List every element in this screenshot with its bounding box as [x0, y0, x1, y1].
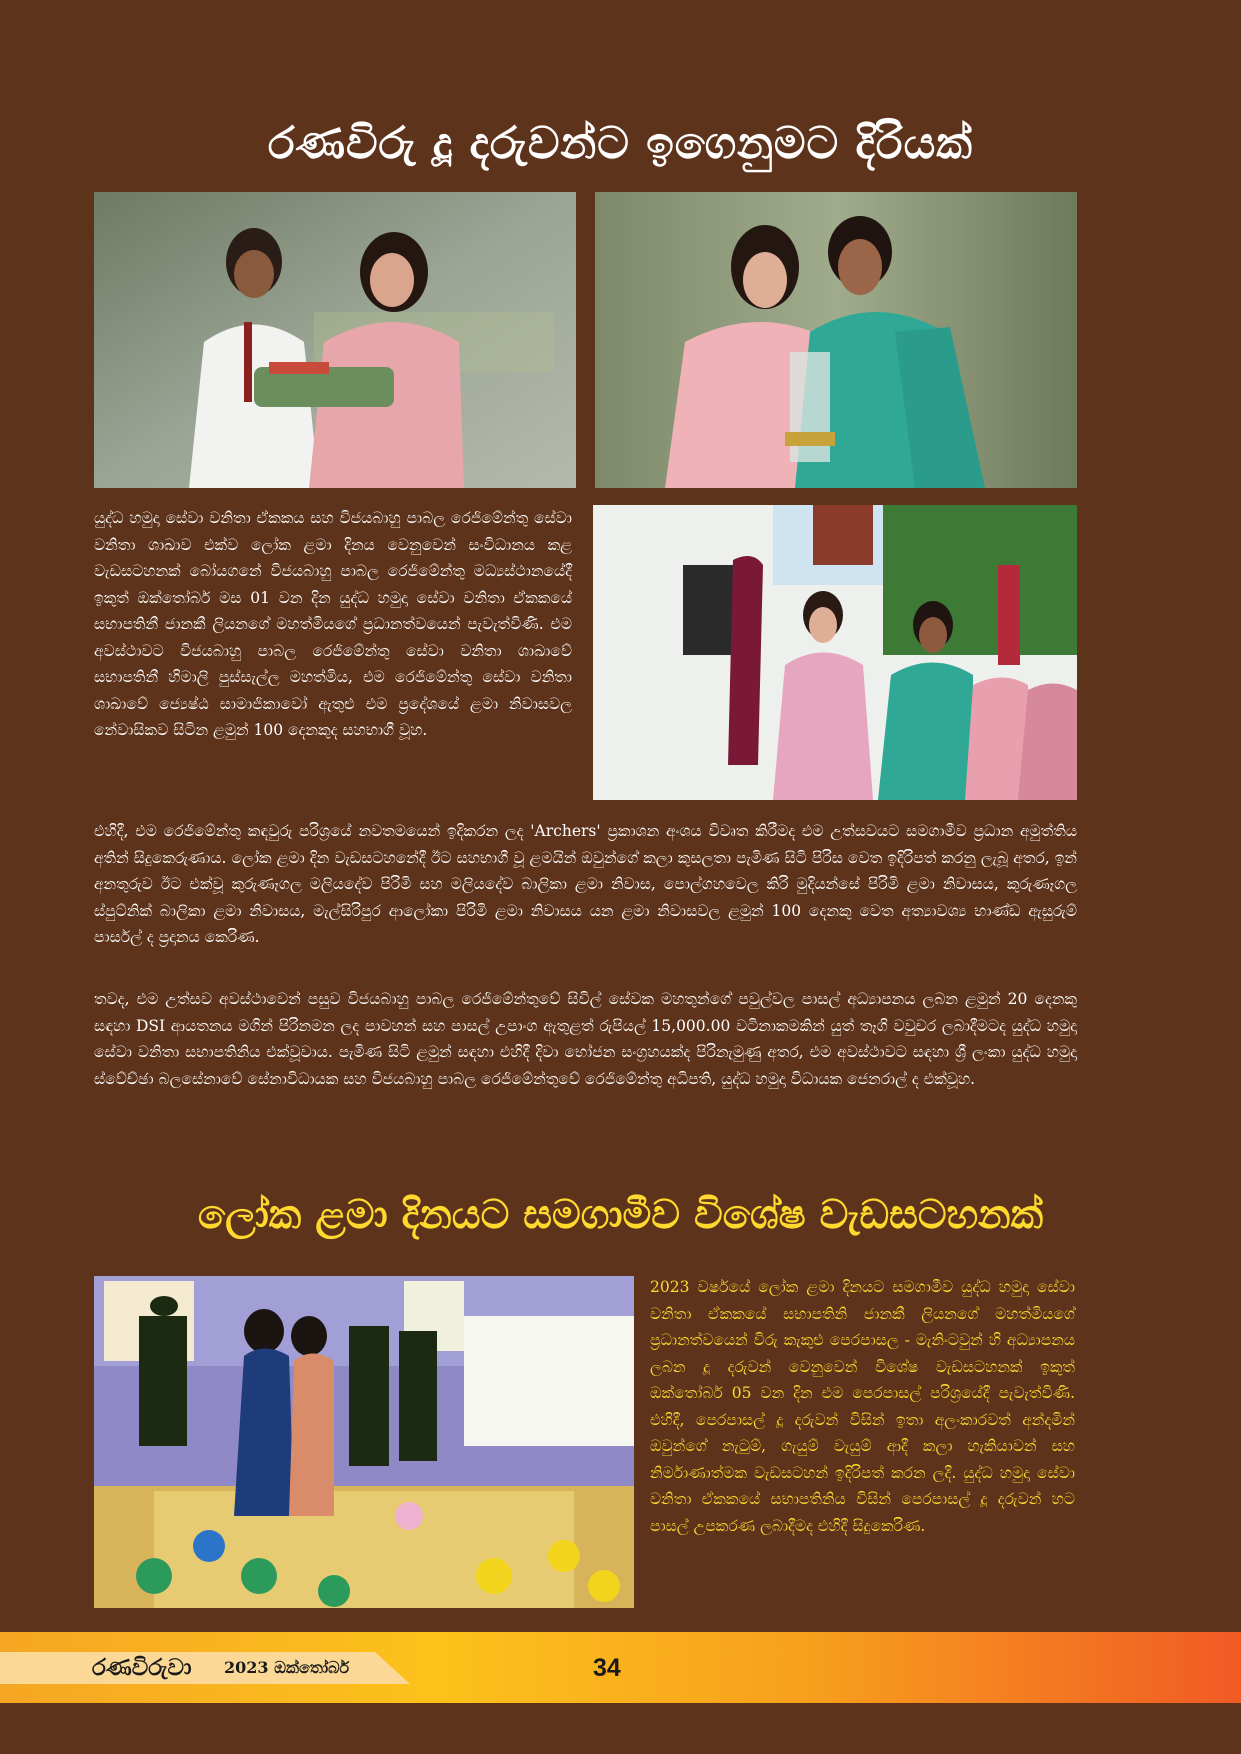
issue-date: 2023 ඔක්තෝබර් [224, 1658, 350, 1677]
article-title-1: රණවිරු දූ දරුවන්ට ඉගෙනුමට දිරියක් [268, 118, 973, 169]
article1-paragraph-1: යුද්ධ හමුදා සේවා වනිතා ඒකකය සහ විජයබාහු පාබල රෙජිමේන්තු සේවා වනිතා ශාඛාව එක්ව ලෝක ළමා දිනය වෙනුවෙන් සංවිධානය කළ වැඩසටහනක් බෝයගනේ විජයබාහු පාබල රෙජිමේන්තු මධ්‍යස්ථානයේදී ඉකුත් ඔක්තෝබර් මස 01 වන දින යුද්ධ හමුදා සේවා වනිතා ඒකකයේ සභාපතිනී ජානකී ලියනගේ මහත්මියගේ ප්‍රධානත්වයෙන් පැවැත්විණි. එම අවස්ථාවට විජයබාහු පාබල රෙජිමේන්තු සේවා වනිතා ශාඛාවේ සභාපතිනී හිමාලි පුස්සැල්ල මහත්මිය, එම රෙජිමේන්තු සේවා වනිතා ශාඛාවේ ජ්‍යෙෂ්ඨ සාමාජිකාවෝ ඇතුළු එම ප්‍රදේශයේ ළමා නිවාසවල නේවාසිකව සිටින ළමුන් 100 දෙනකුද සහභාගී වූහ. [94, 509, 572, 739]
page-number: 34 [593, 1654, 621, 1682]
magazine-brand: රණවිරුවා [92, 1655, 192, 1681]
photo-plaque-unveiling [593, 505, 1077, 800]
article1-paragraph-3: තවද, එම උත්සව අවස්ථාවෙන් පසුව විජයබාහු පාබල රෙජිමේන්තුවේ සිවිල් සේවක මහතුන්ගේ පවුල්වල පාසල් අධ්‍යාපනය ලබන ළමුන් 20 දෙනකු සඳහා DSI ආයතනය මගින් පිරිනමන ලද පාවහන් සහ පාසල් උපාංග ඇතුළත් රුපියල් 15,000.00 වටිනාකමකින් යුත් තෑගි වවුචර ලබාදීමටද යුද්ධ හමුදා සේවා වනිතා සභාපතිනිය එක්වූවාය. පැමිණ සිටි ළමුන් සඳහා එහිදී දිවා භෝජන සංග්‍රහයක්ද පිරිනැමුණු අතර, එම අවස්ථාවට සඳහා ශ්‍රී ලංකා යුද්ධ හමුදා ස්වේච්ඡා බලසේනාවේ සේනාවිධායක සහ විජයබාහු පාබල රෙජිමේන්තුවේ රෙජිමේන්තු අධිපති, යුද්ධ හමුදා විධායක ජෙනරාල් ද එක්වූහ. [94, 990, 1077, 1088]
photo-preschool-event [94, 1276, 634, 1608]
article1-paragraph-2: එහිදී, එම රෙජිමේන්තු කඳවුරු පරිශ්‍රයේ නවතමයෙන් ඉදිකරන ලද 'Archers' ප්‍රකාශන අංශය විවෘත කිරීමද එම උත්සවයට සමගාමීව ප්‍රධාන අමුත්තිය අතින් සිදුකෙරුණාය. ලෝක ළමා දින වැඩසටහනේදී ඊට සහභාගී වූ ළමයින් ඔවුන්ගේ කලා කුසලතා පැමිණ සිටි පිරිස වෙත ඉදිරිපත් කරනු ලැබූ අතර, ඉන් අනතුරුව ඊට එක්වූ කුරුණෑගල මලියදේව පිරිමි සහ මලියදේව බාලිකා ළමා නිවාස, පොල්ගහවෙල කිරි මුදියන්සේ පිරිමි ළමා නිවාසය, කුරුණෑගල ස්පුට්නික් බාලිකා ළමා නිවාසය, මැල්සිරිපුර ආලෝකා පිරිමි ළමා නිවාසය යන ළමා නිවාසවල ළමුන් 100 දෙනකු වෙත අත්‍යාවශ්‍ය භාණ්ඩ ඇසුරුම් පාර්සල් ද ප්‍රදානය කෙරිණ. [94, 822, 1077, 946]
article-title-2: ලෝක ළමා දිනයට සමගාමීව විශේෂ වැඩසටහනක් [197, 1192, 1044, 1238]
photo-gift-handover [94, 192, 576, 488]
photo-trophy-presentation [595, 192, 1077, 488]
article2-paragraph: 2023 වර්ෂයේ ලෝක ළමා දිනයට සමගාමීව යුද්ධ හමුදා සේවා වනිතා ඒකකයේ සභාපතිනි ජානකී ලියනගේ මහත්මියගේ ප්‍රධානත්වයෙන් විරු කැකුළු පෙරපාසල - මැනිංටවුන් හි අධ්‍යාපනය ලබන දූ දරුවන් වෙනුවෙන් විශේෂ වැඩසටහනක් ඉකුත් ඔක්තෝබර් 05 වන දින එම පෙරපාසල් පරිශ්‍රයේදී පැවැත්විණි. එහිදී, පෙරපාසල් දූ දරුවන් විසින් ඉතා අලංකාරවත් අන්දමින් ඔවුන්ගේ නැටුම්, ගැයුම් වැයුම් ආදී කලා හැකියාවන් සහ නිර්මාණාත්මක වැඩසටහන් ඉදිරිපත් කරන ලදී. යුද්ධ හමුදා සේවා වනිතා ඒකකයේ සභාපතිනිය විසින් පෙරපාසල් දූ දරුවන් හට පාසල් උපකරණ ලබාදීමද එහිදී සිදුකෙරිණ. [650, 1278, 1075, 1535]
